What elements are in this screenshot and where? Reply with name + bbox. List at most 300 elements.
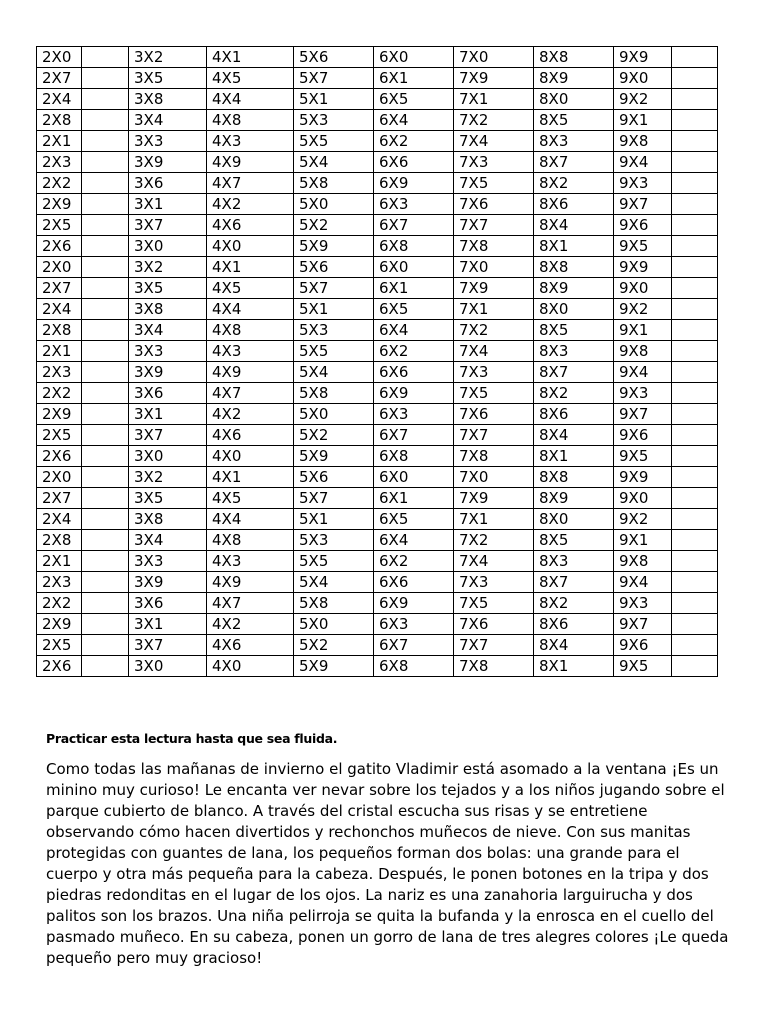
problem-cell: 8X4 [534,635,614,656]
problem-cell: 9X5 [614,236,672,257]
problem-cell: 6X6 [374,362,454,383]
answer-cell[interactable] [672,89,718,110]
problem-cell: 9X7 [614,614,672,635]
problem-cell: 3X3 [129,131,207,152]
problem-cell: 3X7 [129,635,207,656]
answer-cell[interactable] [672,341,718,362]
table-row [37,404,718,425]
problem-cell: 2X5 [37,215,82,236]
problem-cell: 7X3 [454,152,534,173]
problem-cell: 5X9 [294,446,374,467]
problem-cell: 9X2 [614,299,672,320]
problem-cell: 6X7 [374,215,454,236]
problem-cell: 8X5 [534,110,614,131]
answer-cell[interactable] [82,635,129,656]
answer-cell[interactable] [672,593,718,614]
problem-cell: 6X6 [374,572,454,593]
problem-cell: 6X5 [374,89,454,110]
problem-cell: 2X4 [37,89,82,110]
problem-cell: 3X0 [129,236,207,257]
problem-cell: 3X3 [129,341,207,362]
problem-cell: 3X6 [129,593,207,614]
problem-cell: 3X9 [129,572,207,593]
answer-cell[interactable] [82,68,129,89]
answer-cell[interactable] [672,299,718,320]
problem-cell: 7X0 [454,47,534,68]
problem-cell: 9X9 [614,467,672,488]
problem-cell: 2X7 [37,68,82,89]
answer-cell[interactable] [672,236,718,257]
problem-cell: 7X1 [454,299,534,320]
table-row [37,467,718,488]
table-row [37,131,718,152]
answer-cell[interactable] [82,593,129,614]
problem-cell: 3X1 [129,404,207,425]
problem-cell: 9X8 [614,341,672,362]
problem-cell: 5X0 [294,614,374,635]
answer-cell[interactable] [82,614,129,635]
answer-cell[interactable] [672,152,718,173]
problem-cell: 3X7 [129,425,207,446]
problem-cell: 6X0 [374,47,454,68]
problem-cell: 7X6 [454,404,534,425]
problem-cell: 2X2 [37,383,82,404]
problem-cell: 2X0 [37,47,82,68]
problem-cell: 5X0 [294,404,374,425]
table-row [37,215,718,236]
problem-cell: 3X2 [129,257,207,278]
reading-passage: Como todas las mañanas de invierno el gatito Vladimir está asomado a la ventana ¡Es un minino muy curioso! Le encanta ver nevar sobre los tejados y a los niños jugando sobre el parque cubierto de blanco. A través del cristal escucha sus risas y se entretiene observando cómo hacen divertidos y rechonchos muñecos de nieve. Con sus manitas protegidas con guantes de lana, los pequeños forman dos bolas: una grande para el cuerpo y otra más pequeña para la cabeza. Después, le ponen botones en la tripa y dos piedras redonditas en el lugar de los ojos. La nariz es una zanahoria larguirucha y dos palitos son los brazos. Una niña pelirroja se quita la bufanda y la enrosca en el cuello del pasmado muñeco. En su cabeza, ponen un gorro de lana de tres alegres colores ¡Le queda pequeño pero muy gracioso! [46,760,729,967]
problem-cell: 4X6 [207,425,294,446]
problem-cell: 2X4 [37,299,82,320]
problem-cell: 6X1 [374,488,454,509]
problem-cell: 6X0 [374,257,454,278]
problem-cell: 7X8 [454,446,534,467]
answer-cell[interactable] [672,509,718,530]
problem-cell: 6X5 [374,509,454,530]
problem-cell: 9X7 [614,404,672,425]
table-row [37,614,718,635]
answer-cell[interactable] [82,404,129,425]
problem-cell: 7X0 [454,257,534,278]
table-row [37,152,718,173]
problem-cell: 5X4 [294,152,374,173]
problem-cell: 2X2 [37,173,82,194]
answer-cell[interactable] [672,467,718,488]
answer-cell[interactable] [672,257,718,278]
table-row [37,278,718,299]
problem-cell: 6X2 [374,341,454,362]
multiplication-table-body [37,47,718,677]
problem-cell: 7X7 [454,215,534,236]
problem-cell: 9X2 [614,89,672,110]
problem-cell: 8X7 [534,362,614,383]
answer-cell[interactable] [82,383,129,404]
problem-cell: 5X7 [294,68,374,89]
problem-cell: 2X5 [37,425,82,446]
problem-cell: 6X5 [374,299,454,320]
table-row [37,551,718,572]
table-row [37,509,718,530]
problem-cell: 9X8 [614,131,672,152]
problem-cell: 8X7 [534,152,614,173]
problem-cell: 2X9 [37,404,82,425]
answer-cell[interactable] [82,572,129,593]
problem-cell: 4X1 [207,467,294,488]
table-row [37,257,718,278]
problem-cell: 8X2 [534,383,614,404]
problem-cell: 4X1 [207,257,294,278]
problem-cell: 6X8 [374,236,454,257]
problem-cell: 2X8 [37,530,82,551]
problem-cell: 5X2 [294,635,374,656]
problem-cell: 9X0 [614,488,672,509]
problem-cell: 6X9 [374,173,454,194]
problem-cell: 3X2 [129,467,207,488]
problem-cell: 5X3 [294,320,374,341]
answer-cell[interactable] [82,173,129,194]
table-row [37,68,718,89]
table-row [37,89,718,110]
answer-cell[interactable] [82,488,129,509]
problem-cell: 2X6 [37,446,82,467]
problem-cell: 4X5 [207,68,294,89]
problem-cell: 6X4 [374,530,454,551]
problem-cell: 7X2 [454,530,534,551]
problem-cell: 6X6 [374,152,454,173]
answer-cell[interactable] [672,131,718,152]
problem-cell: 7X1 [454,89,534,110]
problem-cell: 8X1 [534,446,614,467]
problem-cell: 6X9 [374,383,454,404]
problem-cell: 9X1 [614,110,672,131]
answer-cell[interactable] [672,488,718,509]
problem-cell: 4X4 [207,509,294,530]
problem-cell: 8X8 [534,467,614,488]
answer-cell[interactable] [672,572,718,593]
problem-cell: 4X6 [207,635,294,656]
problem-cell: 2X3 [37,152,82,173]
answer-cell[interactable] [82,656,129,677]
problem-cell: 4X8 [207,320,294,341]
problem-cell: 8X9 [534,278,614,299]
problem-cell: 2X9 [37,194,82,215]
problem-cell: 5X4 [294,362,374,383]
problem-cell: 2X8 [37,110,82,131]
problem-cell: 4X6 [207,215,294,236]
problem-cell: 4X7 [207,593,294,614]
problem-cell: 8X9 [534,68,614,89]
problem-cell: 3X3 [129,551,207,572]
problem-cell: 8X0 [534,509,614,530]
answer-cell[interactable] [82,236,129,257]
problem-cell: 2X4 [37,509,82,530]
table-row [37,593,718,614]
answer-cell[interactable] [672,278,718,299]
problem-cell: 9X7 [614,194,672,215]
problem-cell: 9X0 [614,68,672,89]
problem-cell: 6X3 [374,194,454,215]
multiplication-table [36,46,718,677]
problem-cell: 2X5 [37,635,82,656]
problem-cell: 8X6 [534,194,614,215]
problem-cell: 6X0 [374,467,454,488]
problem-cell: 5X9 [294,656,374,677]
problem-cell: 5X5 [294,131,374,152]
problem-cell: 7X9 [454,68,534,89]
answer-cell[interactable] [82,551,129,572]
problem-cell: 9X3 [614,593,672,614]
answer-cell[interactable] [672,404,718,425]
problem-cell: 8X7 [534,572,614,593]
problem-cell: 5X1 [294,89,374,110]
problem-cell: 3X1 [129,614,207,635]
answer-cell[interactable] [672,215,718,236]
problem-cell: 9X3 [614,173,672,194]
answer-cell[interactable] [82,110,129,131]
problem-cell: 9X2 [614,509,672,530]
problem-cell: 8X6 [534,404,614,425]
answer-cell[interactable] [82,278,129,299]
problem-cell: 7X8 [454,236,534,257]
answer-cell[interactable] [82,152,129,173]
answer-cell[interactable] [82,509,129,530]
problem-cell: 2X9 [37,614,82,635]
answer-cell[interactable] [672,320,718,341]
problem-cell: 8X6 [534,614,614,635]
problem-cell: 4X3 [207,131,294,152]
problem-cell: 3X5 [129,488,207,509]
problem-cell: 3X8 [129,509,207,530]
problem-cell: 6X4 [374,320,454,341]
problem-cell: 7X2 [454,320,534,341]
problem-cell: 2X7 [37,278,82,299]
table-row [37,110,718,131]
problem-cell: 4X2 [207,404,294,425]
answer-cell[interactable] [672,656,718,677]
problem-cell: 4X0 [207,656,294,677]
answer-cell[interactable] [672,614,718,635]
problem-cell: 9X4 [614,362,672,383]
problem-cell: 4X9 [207,362,294,383]
problem-cell: 7X9 [454,488,534,509]
problem-cell: 5X3 [294,530,374,551]
answer-cell[interactable] [672,530,718,551]
problem-cell: 2X3 [37,572,82,593]
problem-cell: 7X5 [454,593,534,614]
problem-cell: 8X1 [534,656,614,677]
problem-cell: 4X0 [207,236,294,257]
answer-cell[interactable] [82,446,129,467]
answer-cell[interactable] [672,110,718,131]
problem-cell: 2X1 [37,131,82,152]
problem-cell: 7X6 [454,614,534,635]
problem-cell: 9X5 [614,446,672,467]
problem-cell: 7X1 [454,509,534,530]
table-row [37,173,718,194]
problem-cell: 5X6 [294,467,374,488]
problem-cell: 6X4 [374,110,454,131]
answer-cell[interactable] [672,425,718,446]
answer-cell[interactable] [82,362,129,383]
problem-cell: 5X8 [294,383,374,404]
problem-cell: 6X7 [374,635,454,656]
answer-cell[interactable] [82,131,129,152]
problem-cell: 7X7 [454,635,534,656]
problem-cell: 4X2 [207,194,294,215]
problem-cell: 6X3 [374,614,454,635]
answer-cell[interactable] [82,215,129,236]
problem-cell: 3X4 [129,530,207,551]
problem-cell: 3X6 [129,383,207,404]
problem-cell: 3X7 [129,215,207,236]
problem-cell: 9X8 [614,551,672,572]
answer-cell[interactable] [82,47,129,68]
answer-cell[interactable] [672,383,718,404]
problem-cell: 6X9 [374,593,454,614]
answer-cell[interactable] [82,530,129,551]
problem-cell: 5X8 [294,593,374,614]
problem-cell: 6X1 [374,278,454,299]
multiplication-worksheet [36,46,718,677]
table-row [37,572,718,593]
problem-cell: 5X4 [294,572,374,593]
problem-cell: 2X7 [37,488,82,509]
table-row [37,383,718,404]
problem-cell: 7X3 [454,362,534,383]
problem-cell: 4X4 [207,299,294,320]
problem-cell: 4X8 [207,110,294,131]
problem-cell: 9X0 [614,278,672,299]
problem-cell: 7X4 [454,131,534,152]
answer-cell[interactable] [672,68,718,89]
answer-cell[interactable] [672,551,718,572]
problem-cell: 4X5 [207,488,294,509]
problem-cell: 3X5 [129,278,207,299]
problem-cell: 4X9 [207,152,294,173]
answer-cell[interactable] [672,47,718,68]
problem-cell: 4X8 [207,530,294,551]
problem-cell: 6X2 [374,131,454,152]
problem-cell: 8X5 [534,320,614,341]
problem-cell: 5X7 [294,488,374,509]
problem-cell: 5X0 [294,194,374,215]
problem-cell: 9X3 [614,383,672,404]
problem-cell: 6X8 [374,446,454,467]
table-row [37,656,718,677]
table-row [37,362,718,383]
problem-cell: 8X2 [534,173,614,194]
problem-cell: 3X5 [129,68,207,89]
problem-cell: 2X1 [37,551,82,572]
problem-cell: 8X5 [534,530,614,551]
answer-cell[interactable] [82,299,129,320]
problem-cell: 4X4 [207,89,294,110]
problem-cell: 8X8 [534,257,614,278]
answer-cell[interactable] [82,194,129,215]
problem-cell: 8X8 [534,47,614,68]
problem-cell: 3X4 [129,110,207,131]
problem-cell: 5X3 [294,110,374,131]
table-row [37,446,718,467]
problem-cell: 4X1 [207,47,294,68]
problem-cell: 4X7 [207,173,294,194]
problem-cell: 9X4 [614,152,672,173]
table-row [37,425,718,446]
problem-cell: 5X2 [294,425,374,446]
problem-cell: 7X4 [454,341,534,362]
problem-cell: 3X2 [129,47,207,68]
problem-cell: 7X3 [454,572,534,593]
problem-cell: 3X9 [129,152,207,173]
problem-cell: 8X2 [534,593,614,614]
table-row [37,236,718,257]
problem-cell: 8X4 [534,215,614,236]
problem-cell: 7X4 [454,551,534,572]
problem-cell: 4X2 [207,614,294,635]
answer-cell[interactable] [82,425,129,446]
problem-cell: 5X1 [294,299,374,320]
answer-cell[interactable] [672,194,718,215]
problem-cell: 7X5 [454,173,534,194]
problem-cell: 4X7 [207,383,294,404]
answer-cell[interactable] [672,362,718,383]
answer-cell[interactable] [82,467,129,488]
problem-cell: 4X3 [207,551,294,572]
problem-cell: 4X0 [207,446,294,467]
problem-cell: 3X0 [129,656,207,677]
problem-cell: 7X0 [454,467,534,488]
problem-cell: 3X9 [129,362,207,383]
problem-cell: 8X4 [534,425,614,446]
table-row [37,299,718,320]
table-row [37,341,718,362]
problem-cell: 5X9 [294,236,374,257]
table-row [37,194,718,215]
problem-cell: 9X6 [614,425,672,446]
problem-cell: 5X5 [294,341,374,362]
problem-cell: 7X2 [454,110,534,131]
problem-cell: 7X7 [454,425,534,446]
answer-cell[interactable] [82,341,129,362]
problem-cell: 9X9 [614,47,672,68]
problem-cell: 3X0 [129,446,207,467]
problem-cell: 9X1 [614,320,672,341]
problem-cell: 2X2 [37,593,82,614]
problem-cell: 9X6 [614,635,672,656]
problem-cell: 2X6 [37,656,82,677]
problem-cell: 3X6 [129,173,207,194]
table-row [37,530,718,551]
problem-cell: 7X9 [454,278,534,299]
problem-cell: 5X6 [294,257,374,278]
table-row [37,47,718,68]
answer-cell[interactable] [672,173,718,194]
problem-cell: 2X0 [37,467,82,488]
problem-cell: 2X6 [37,236,82,257]
problem-cell: 8X1 [534,236,614,257]
answer-cell[interactable] [82,89,129,110]
reading-instruction: Practicar esta lectura hasta que sea fluida. [46,731,338,746]
answer-cell[interactable] [672,635,718,656]
answer-cell[interactable] [672,446,718,467]
problem-cell: 5X6 [294,47,374,68]
problem-cell: 8X0 [534,89,614,110]
problem-cell: 3X1 [129,194,207,215]
answer-cell[interactable] [82,320,129,341]
problem-cell: 8X9 [534,488,614,509]
answer-cell[interactable] [82,257,129,278]
